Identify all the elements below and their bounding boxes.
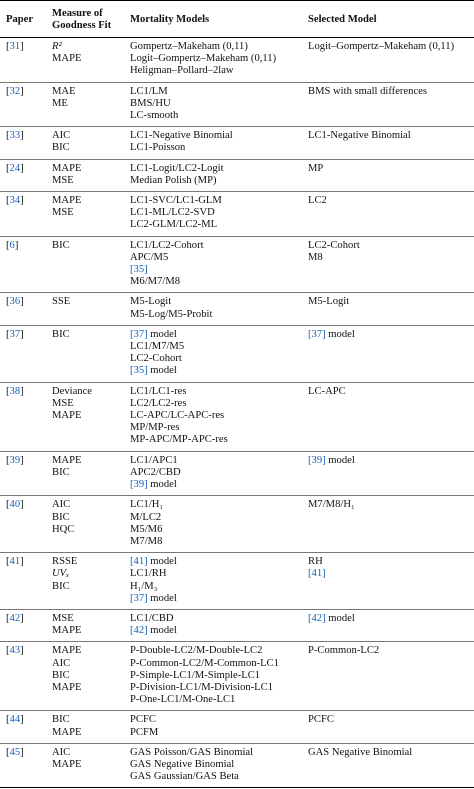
- measure-item: RSSE: [52, 556, 78, 568]
- table-row: [0, 711, 474, 743]
- header-measure: [46, 1, 124, 38]
- citation-link[interactable]: [42]: [130, 625, 148, 637]
- measure-item: SSE: [52, 296, 71, 308]
- model-item: LC1/CBD: [130, 612, 174, 624]
- measure-item: BIC: [52, 580, 70, 592]
- paper-cell: [34]: [6, 195, 24, 207]
- measure-item: MAPE: [52, 645, 82, 657]
- model-item: PCFM: [130, 726, 159, 738]
- selected-cell: [302, 293, 474, 325]
- selected-cell: [302, 236, 474, 293]
- selected-item: LC1-Negative Binomial: [308, 130, 411, 142]
- model-item: LC1-Logit/LC2-Logit: [130, 162, 224, 174]
- measure-item: Deviance: [52, 385, 92, 397]
- model-item: P-Simple-LC1/M-Simple-LC1: [130, 669, 261, 681]
- model-item: LC2-GLM/LC2-ML: [130, 219, 218, 231]
- model-item: LC1/LC2-Cohort: [130, 239, 204, 251]
- model-item: LC1/H₁: [130, 499, 164, 511]
- citation-link[interactable]: [42]: [308, 612, 326, 624]
- header-paper: Paper: [6, 14, 34, 25]
- model-item: M5-Logit: [130, 296, 172, 308]
- measure-item: ME: [52, 97, 68, 109]
- paper-cell: [37]: [6, 328, 24, 340]
- model-item: [42] model: [130, 625, 177, 637]
- citation-link[interactable]: [41]: [308, 568, 326, 580]
- measure-item: AIC: [52, 130, 71, 142]
- paper-citation-link[interactable]: 32: [9, 85, 21, 97]
- model-item: Gompertz–Makeham (0,11): [130, 41, 248, 52]
- paper-citation-link[interactable]: 31: [9, 41, 21, 52]
- selected-item: RH: [308, 556, 323, 568]
- selected-item: [39] model: [308, 454, 355, 466]
- table-row: [0, 743, 474, 788]
- models-cell: [124, 496, 302, 553]
- measure-item: MAPE: [52, 162, 82, 174]
- table-header-row: [0, 1, 474, 38]
- citation-link[interactable]: [35]: [130, 264, 148, 276]
- selected-item: [308, 568, 472, 580]
- selected-item: MP: [308, 162, 324, 174]
- paper-citation-link[interactable]: 37: [9, 328, 21, 340]
- paper-cell: [44]: [6, 714, 24, 726]
- model-item: LC1-ML/LC2-SVD: [130, 207, 215, 219]
- selected-item: M5-Logit: [308, 296, 350, 308]
- selected-cell: [302, 159, 474, 191]
- model-item: P-One-LC1/M-One-LC1: [130, 694, 236, 706]
- model-item: M/LC2: [130, 511, 162, 523]
- selected-cell: [302, 127, 474, 159]
- table-row: [0, 609, 474, 641]
- models-cell: [124, 609, 302, 641]
- paper-citation-link[interactable]: 42: [9, 612, 21, 624]
- table-row: [0, 236, 474, 293]
- measure-item: BIC: [52, 669, 70, 681]
- model-item: GAS Negative Binomial: [130, 758, 235, 770]
- model-item: GAS Gaussian/GAS Beta: [130, 771, 239, 783]
- measure-item: BIC: [52, 239, 70, 251]
- measure-item: BIC: [52, 328, 70, 340]
- model-item: M5/M6: [130, 523, 163, 535]
- model-item: [35] model: [130, 365, 177, 377]
- measure-cell: [46, 192, 124, 237]
- table-row: [0, 325, 474, 382]
- model-item: LC1/APC1: [130, 454, 178, 466]
- selected-item: Logit–Gompertz–Makeham (0,11): [308, 41, 455, 52]
- model-item: Median Polish (MP): [130, 174, 217, 186]
- table-row: [0, 496, 474, 553]
- header-models: Mortality Models: [130, 14, 210, 25]
- measure-cell: [46, 553, 124, 610]
- measure-item: HQC: [52, 523, 75, 535]
- paper-citation-link[interactable]: 6: [9, 239, 15, 251]
- models-cell: [124, 711, 302, 743]
- model-item: P-Double-LC2/M-Double-LC2: [130, 645, 263, 657]
- measure-cell: [46, 325, 124, 382]
- models-cell: [124, 127, 302, 159]
- model-item: PCFC: [130, 714, 156, 726]
- measure-item: BIC: [52, 511, 70, 523]
- model-item: M6/M7/M8: [130, 276, 181, 288]
- paper-citation-link[interactable]: 40: [9, 499, 21, 511]
- paper-citation-link[interactable]: 39: [9, 454, 21, 466]
- measure-item: AIC: [52, 746, 71, 758]
- paper-citation-link[interactable]: 33: [9, 130, 21, 142]
- measure-item: AIC: [52, 499, 71, 511]
- selected-item: P-Common-LC2: [308, 645, 380, 657]
- measure-item: BIC: [52, 142, 70, 154]
- selected-cell: [302, 38, 474, 83]
- paper-citation-link[interactable]: 36: [9, 296, 21, 308]
- selected-cell: [302, 451, 474, 496]
- paper-cell: [42]: [6, 612, 24, 624]
- paper-cell: [39]: [6, 454, 24, 466]
- measure-item: MAPE: [52, 195, 82, 207]
- selected-cell: [302, 325, 474, 382]
- selected-item: BMS with small differences: [308, 85, 427, 97]
- selected-item: LC-APC: [308, 385, 346, 397]
- selected-cell: [302, 82, 474, 127]
- model-item: LC2/LC2-res: [130, 397, 187, 409]
- models-cell: [124, 159, 302, 191]
- measure-item: UVₓ: [52, 568, 70, 580]
- citation-link[interactable]: [35]: [130, 365, 148, 377]
- header-selected: Selected Model: [308, 14, 377, 25]
- model-item: [39] model: [130, 479, 177, 491]
- measure-item: R²: [52, 41, 62, 52]
- measure-item: MAPE: [52, 681, 82, 693]
- table-row: [0, 553, 474, 610]
- model-item: Logit–Gompertz–Makeham (0,11): [130, 53, 277, 65]
- measure-item: MSE: [52, 397, 74, 409]
- measure-cell: [46, 159, 124, 191]
- model-item: LC-APC/LC-APC-res: [130, 410, 225, 422]
- models-cell: [124, 743, 302, 788]
- model-item: APC2/CBD: [130, 466, 181, 478]
- model-item: LC1/RH: [130, 568, 167, 580]
- selected-cell: [302, 496, 474, 553]
- measure-cell: [46, 127, 124, 159]
- selected-item: LC2-Cohort: [308, 239, 360, 251]
- citation-link[interactable]: [39]: [130, 479, 148, 491]
- citation-link[interactable]: [37]: [308, 328, 326, 340]
- citation-link[interactable]: [41]: [130, 556, 148, 568]
- selected-cell: [302, 609, 474, 641]
- model-item: LC1/LC1-res: [130, 385, 187, 397]
- table-row: [0, 451, 474, 496]
- paper-cell: [40]: [6, 499, 24, 511]
- models-cell: [124, 553, 302, 610]
- model-item: LC1/M7/M5: [130, 341, 185, 353]
- measure-cell: [46, 236, 124, 293]
- paper-citation-link[interactable]: 41: [9, 556, 21, 568]
- selected-item: M7/M8/H₁: [308, 499, 355, 511]
- model-item: [130, 264, 300, 276]
- model-item: GAS Poisson/GAS Binomial: [130, 746, 254, 758]
- measure-cell: [46, 451, 124, 496]
- model-item: P-Division-LC1/M-Division-LC1: [130, 681, 274, 693]
- measure-item: MAPE: [52, 758, 82, 770]
- measure-item: MAE: [52, 85, 76, 97]
- models-cell: [124, 236, 302, 293]
- table-row: [0, 82, 474, 127]
- table-row: [0, 293, 474, 325]
- measure-cell: [46, 711, 124, 743]
- models-cell: [124, 293, 302, 325]
- measure-item: MSE: [52, 612, 74, 624]
- model-item: Heligman–Pollard–2law: [130, 65, 234, 77]
- measure-item: MAPE: [52, 454, 82, 466]
- model-item: [41] model: [130, 556, 177, 568]
- table-row: [0, 38, 474, 83]
- measure-cell: [46, 293, 124, 325]
- selected-cell: [302, 642, 474, 711]
- measure-cell: [46, 82, 124, 127]
- selected-item: PCFC: [308, 714, 334, 726]
- models-cell: [124, 325, 302, 382]
- models-cell: [124, 82, 302, 127]
- model-item: MP/MP-res: [130, 422, 180, 434]
- paper-cell: [31]: [6, 41, 24, 52]
- header-measure-line1: Measure of: [52, 8, 103, 19]
- paper-citation-link[interactable]: 24: [9, 162, 21, 174]
- model-item: [37] model: [130, 328, 177, 340]
- citation-link[interactable]: [37]: [130, 328, 148, 340]
- paper-cell: [24]: [6, 162, 24, 174]
- models-cell: [124, 642, 302, 711]
- measure-item: BIC: [52, 714, 70, 726]
- model-item: P-Common-LC2/M-Common-LC1: [130, 657, 279, 669]
- citation-link[interactable]: [37]: [130, 592, 148, 604]
- measure-cell: [46, 382, 124, 451]
- table-row: [0, 642, 474, 711]
- table-row: [0, 192, 474, 237]
- model-item: LC1-Negative Binomial: [130, 130, 233, 142]
- table-row: [0, 127, 474, 159]
- selected-cell: [302, 711, 474, 743]
- table-row: [0, 382, 474, 451]
- model-item: H₁/M₃: [130, 580, 158, 592]
- model-item: [37] model: [130, 592, 177, 604]
- paper-cell: [6]: [6, 239, 19, 251]
- paper-citation-link[interactable]: 44: [9, 714, 21, 726]
- selected-item: [42] model: [308, 612, 355, 624]
- measure-cell: [46, 609, 124, 641]
- measure-item: MAPE: [52, 625, 82, 637]
- measure-cell: [46, 642, 124, 711]
- paper-citation-link[interactable]: 38: [9, 385, 21, 397]
- selected-cell: [302, 192, 474, 237]
- selected-item: [37] model: [308, 328, 355, 340]
- measure-cell: [46, 743, 124, 788]
- models-cell: [124, 192, 302, 237]
- paper-citation-link[interactable]: 45: [9, 746, 21, 758]
- selected-item: LC2: [308, 195, 327, 207]
- model-item: LC1-Poisson: [130, 142, 186, 154]
- model-item: M5-Log/M5-Probit: [130, 308, 213, 320]
- paper-citation-link[interactable]: 34: [9, 195, 21, 207]
- models-cell: [124, 382, 302, 451]
- model-item: BMS/HU: [130, 97, 171, 109]
- measure-item: MSE: [52, 207, 74, 219]
- header-measure-line2: Goodness Fit: [52, 20, 112, 31]
- model-item: LC1-SVC/LC1-GLM: [130, 195, 222, 207]
- paper-cell: [43]: [6, 645, 24, 657]
- paper-cell: [45]: [6, 746, 24, 758]
- measure-cell: [46, 38, 124, 83]
- models-cell: [124, 38, 302, 83]
- paper-cell: [41]: [6, 556, 24, 568]
- model-item: LC-smooth: [130, 110, 179, 122]
- model-item: APC/M5: [130, 251, 169, 263]
- paper-cell: [38]: [6, 385, 24, 397]
- table-row: [0, 159, 474, 191]
- model-item: MP-APC/MP-APC-res: [130, 434, 228, 446]
- measure-item: AIC: [52, 657, 71, 669]
- table-body: [0, 38, 474, 788]
- model-item: LC2-Cohort: [130, 353, 182, 365]
- measure-item: MSE: [52, 174, 74, 186]
- paper-cell: [32]: [6, 85, 24, 97]
- measure-item: BIC: [52, 466, 70, 478]
- citation-link[interactable]: [39]: [308, 454, 326, 466]
- selected-cell: [302, 382, 474, 451]
- paper-citation-link[interactable]: 43: [9, 645, 21, 657]
- selected-cell: [302, 743, 474, 788]
- paper-cell: [33]: [6, 130, 24, 142]
- selected-cell: [302, 553, 474, 610]
- model-item: M7/M8: [130, 535, 163, 547]
- selected-item: M8: [308, 251, 323, 263]
- selected-item: GAS Negative Binomial: [308, 746, 413, 758]
- model-item: LC1/LM: [130, 85, 168, 97]
- measure-item: MAPE: [52, 726, 82, 738]
- measure-cell: [46, 496, 124, 553]
- measure-item: MAPE: [52, 53, 82, 65]
- models-cell: [124, 451, 302, 496]
- measure-item: MAPE: [52, 410, 82, 422]
- paper-cell: [36]: [6, 296, 24, 308]
